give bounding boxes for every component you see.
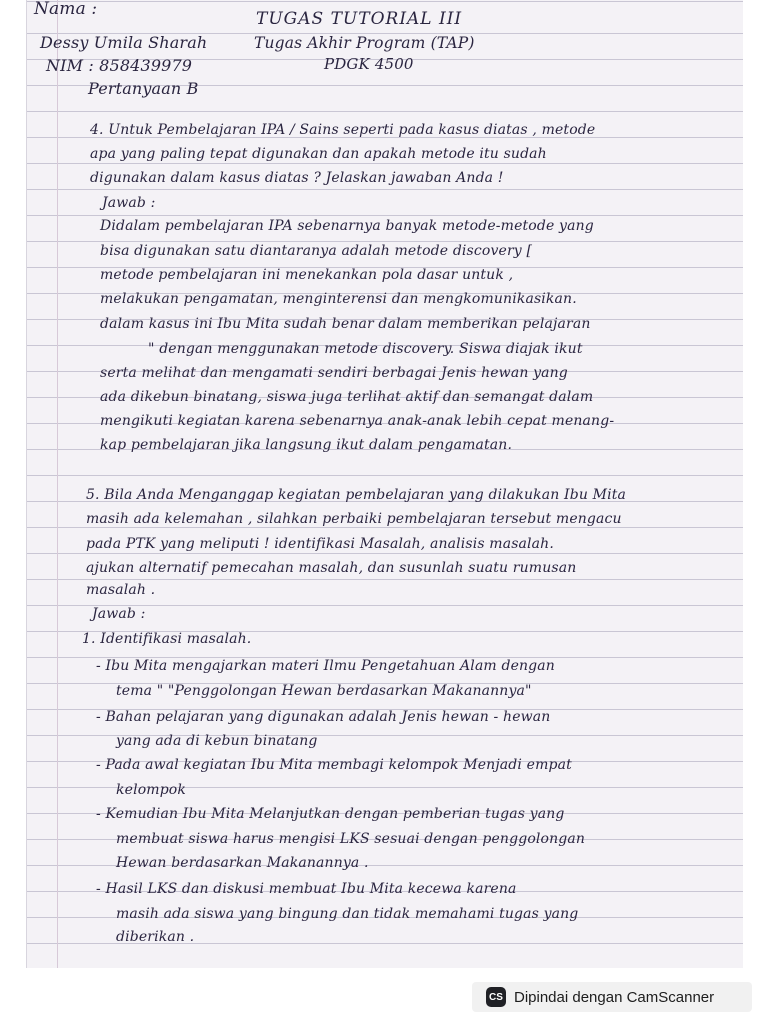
answer-4-label: Jawab :	[102, 195, 156, 211]
answer-4-line: melakukan pengamatan, menginterensi dan mengkomunikasikan.	[100, 291, 577, 307]
question-5-line: masalah .	[86, 582, 156, 598]
question-4-line: apa yang paling tepat digunakan dan apakah metode itu sudah	[90, 146, 547, 162]
student-name: Dessy Umila Sharah	[40, 33, 208, 52]
answer-5-line: diberikan .	[116, 929, 195, 945]
answer-4-line: mengikuti kegiatan karena sebenarnya anak-anak lebih cepat menang-	[100, 413, 615, 429]
answer-4-line: " dengan menggunakan metode discovery. Siswa diajak ikut	[148, 341, 583, 357]
answer-4-line: kap pembelajaran jika langsung ikut dalam pengamatan.	[100, 437, 513, 453]
answer-4-line: serta melihat dan mengamati sendiri berbagai Jenis hewan yang	[100, 365, 568, 381]
student-nim: NIM : 858439979	[46, 56, 193, 75]
course-code: PDGK 4500	[324, 55, 414, 73]
question-4-line: 4. Untuk Pembelajaran IPA / Sains seperti pada kasus diatas , metode	[90, 122, 596, 138]
answer-4-line: dalam kasus ini Ibu Mita sudah benar dalam memberikan pelajaran	[100, 316, 591, 332]
answer-4-line: metode pembelajaran ini menekankan pola dasar untuk ,	[100, 267, 514, 283]
margin-line	[57, 0, 58, 968]
question-set: Pertanyaan B	[88, 79, 199, 98]
camscanner-logo-icon: CS	[486, 987, 506, 1007]
question-5-line: pada PTK yang meliputi ! identifikasi Masalah, analisis masalah.	[86, 536, 554, 552]
answer-5-line: - Bahan pelajaran yang digunakan adalah Jenis hewan - hewan	[96, 709, 551, 725]
answer-5-line: - Hasil LKS dan diskusi membuat Ibu Mita kecewa karena	[96, 881, 517, 897]
question-5-line: ajukan alternatif pemecahan masalah, dan susunlah suatu rumusan	[86, 560, 577, 576]
question-4-line: digunakan dalam kasus diatas ? Jelaskan jawaban Anda !	[90, 170, 504, 186]
assignment-subtitle: Tugas Akhir Program (TAP)	[254, 34, 475, 52]
answer-5-line: - Kemudian Ibu Mita Melanjutkan dengan pemberian tugas yang	[96, 806, 565, 822]
answer-5-line: - Ibu Mita mengajarkan materi Ilmu Pengetahuan Alam dengan	[96, 658, 555, 674]
answer-5-line: tema " "Penggolongan Hewan berdasarkan Makanannya"	[116, 683, 532, 699]
answer-5-line: membuat siswa harus mengisi LKS sesuai dengan penggolongan	[116, 831, 586, 847]
watermark-text: Dipindai dengan CamScanner	[514, 988, 715, 1006]
answer-5-line: yang ada di kebun binatang	[116, 733, 318, 749]
answer-5-line: masih ada siswa yang bingung dan tidak memahami tugas yang	[116, 906, 579, 922]
answer-4-line: bisa digunakan satu diantaranya adalah metode discovery [	[100, 243, 533, 259]
assignment-title: TUGAS TUTORIAL III	[256, 9, 463, 29]
answer-4-line: ada dikebun binatang, siswa juga terlihat aktif dan semangat dalam	[100, 389, 594, 405]
answer-5-line: Hewan berdasarkan Makanannya .	[116, 855, 369, 871]
answer-5-line: - Pada awal kegiatan Ibu Mita membagi kelompok Menjadi empat	[96, 757, 572, 773]
name-label: Nama :	[34, 0, 98, 19]
camscanner-watermark	[472, 982, 752, 1012]
answer-5-label: Jawab :	[92, 606, 146, 622]
answer-5-line: kelompok	[116, 782, 187, 798]
question-5-line: masih ada kelemahan , silahkan perbaiki pembelajaran tersebut mengacu	[86, 511, 622, 527]
answer-4-line: Didalam pembelajaran IPA sebenarnya banyak metode-metode yang	[100, 218, 594, 234]
answer-5-line: 1. Identifikasi masalah.	[82, 631, 252, 647]
question-5-line: 5. Bila Anda Menganggap kegiatan pembelajaran yang dilakukan Ibu Mita	[86, 487, 626, 503]
